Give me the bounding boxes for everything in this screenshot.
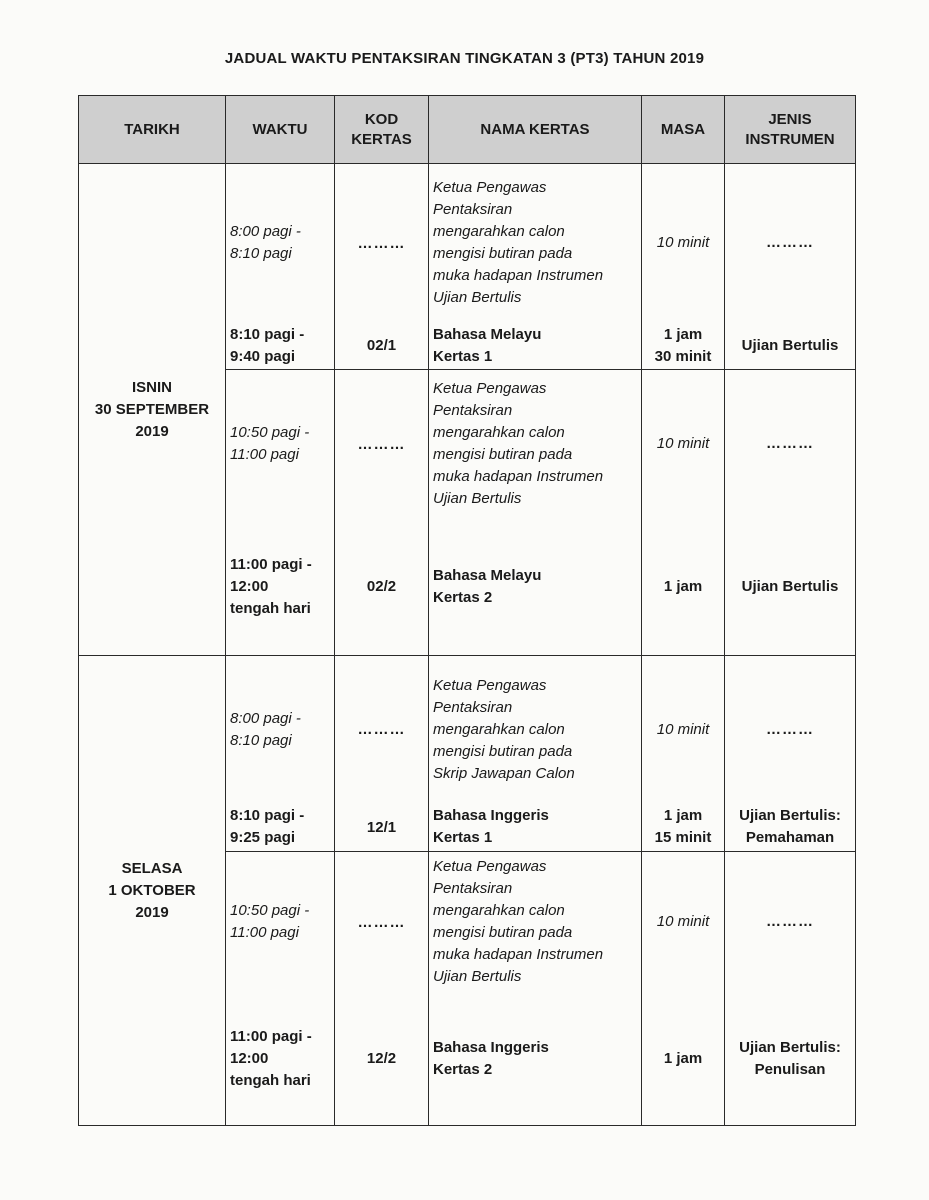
jenis-instruction	[725, 852, 855, 992]
kod-stack	[335, 852, 428, 1125]
nama-cell	[429, 164, 642, 370]
instruction-line: Ujian Bertulis	[433, 289, 522, 306]
nama-stack	[429, 370, 641, 655]
jenis-instruction-text: ………	[766, 913, 814, 930]
waktu-stack	[226, 656, 334, 851]
paper-name-line: Bahasa Inggeris	[433, 1038, 549, 1056]
jenis-exam	[725, 322, 855, 369]
time-line: 8:00 pagi -	[230, 709, 301, 727]
instruction-line: mengisi butiran pada	[433, 742, 573, 760]
exam-time-line: 9:25 pagi	[230, 829, 296, 846]
waktu-instruction-text	[230, 422, 309, 466]
waktu-cell	[226, 852, 335, 1126]
instruction-line: mengarahkan calon	[433, 424, 565, 441]
masa-stack	[642, 370, 724, 655]
kod-stack	[335, 656, 428, 851]
nama-instruction	[429, 852, 641, 992]
header-masa: MASA	[642, 96, 725, 164]
waktu-stack	[226, 852, 334, 1125]
header-jenis-line2: INSTRUMEN	[745, 130, 835, 148]
nama-instruction	[429, 370, 641, 518]
kod-cell	[335, 852, 429, 1126]
jenis-instruction	[725, 164, 855, 322]
kod-stack	[335, 164, 428, 369]
time-line: 8:00 pagi -	[230, 223, 301, 240]
header-waktu: WAKTU	[226, 96, 335, 164]
kod-instruction	[335, 852, 428, 992]
instrument-line: Ujian Bertulis:	[739, 807, 841, 824]
waktu-exam	[226, 322, 334, 369]
jenis-cell	[725, 852, 856, 1126]
nama-exam-text	[433, 805, 549, 849]
exam-time-line: 11:00 pagi -	[230, 555, 312, 573]
instruction-line: Pentaksiran	[433, 201, 513, 218]
date-cell	[79, 164, 226, 656]
exam-time-line: tengah hari	[230, 1071, 311, 1089]
kod-cell	[335, 370, 429, 656]
jenis-instruction-text: ………	[766, 720, 814, 738]
exam-time-line: 8:10 pagi -	[230, 325, 305, 343]
exam-time-line: tengah hari	[230, 599, 311, 617]
schedule-row	[79, 164, 856, 370]
kod-instruction	[335, 656, 428, 803]
instruction-line: mengisi butiran pada	[433, 446, 573, 463]
waktu-exam	[226, 518, 334, 655]
jenis-stack	[725, 656, 855, 851]
instrument-line: Ujian Bertulis:	[739, 1038, 841, 1056]
time-line: 11:00 pagi	[230, 446, 299, 463]
jenis-exam-text	[739, 805, 841, 849]
masa-exam-text	[655, 805, 712, 849]
waktu-exam-text	[230, 324, 304, 368]
paper-name-line: Bahasa Melayu	[433, 566, 542, 584]
exam-time-line: 8:10 pagi -	[230, 807, 305, 824]
masa-exam-text	[664, 1048, 702, 1070]
nama-instruction-text	[433, 856, 603, 988]
waktu-instruction	[226, 370, 334, 518]
time-line: 8:10 pagi	[230, 731, 292, 749]
masa-exam	[642, 322, 724, 369]
header-tarikh: TARIKH	[79, 96, 226, 164]
exam-schedule-table	[78, 95, 856, 1126]
jenis-stack	[725, 852, 855, 1125]
page-title: JADUAL WAKTU PENTAKSIRAN TINGKATAN 3 (PT3) TAHUN 2019	[224, 50, 705, 67]
jenis-exam	[725, 803, 855, 851]
instruction-line: Ujian Bertulis	[433, 968, 522, 985]
waktu-exam-text	[230, 1026, 312, 1092]
duration-line: 1 jam	[663, 325, 703, 343]
nama-stack	[429, 656, 641, 851]
header-row	[79, 96, 856, 164]
instruction-line: mengisi butiran pada	[433, 245, 573, 262]
waktu-cell	[226, 656, 335, 852]
paper-name-line: Kertas 2	[433, 1060, 493, 1078]
instrument-line: Ujian Bertulis	[741, 336, 839, 354]
instruction-line: muka hadapan Instrumen	[433, 267, 604, 284]
masa-instruction	[642, 370, 724, 518]
jenis-instruction	[725, 656, 855, 803]
jenis-cell	[725, 370, 856, 656]
kod-exam	[335, 322, 428, 369]
waktu-stack	[226, 370, 334, 655]
exam-time-line: 12:00	[230, 577, 269, 595]
nama-instruction	[429, 164, 641, 322]
header-jenis-instrumen	[725, 96, 856, 164]
jenis-instruction-text: ………	[766, 234, 814, 251]
instrument-line: Ujian Bertulis	[741, 577, 839, 595]
kod-instruction-text: ………	[357, 234, 406, 252]
nama-exam	[429, 322, 641, 369]
jenis-exam	[725, 518, 855, 655]
masa-instruction-text: 10 minit	[656, 234, 710, 251]
waktu-instruction-text	[230, 708, 301, 752]
instruction-line: mengisi butiran pada	[433, 924, 573, 941]
nama-stack	[429, 164, 641, 369]
instruction-line: Ketua Pengawas	[433, 858, 547, 875]
masa-instruction-text: 10 minit	[656, 435, 710, 452]
jenis-cell	[725, 656, 856, 852]
nama-cell	[429, 370, 642, 656]
header-kod-kertas	[335, 96, 429, 164]
instruction-line: muka hadapan Instrumen	[433, 468, 604, 485]
kod-cell	[335, 656, 429, 852]
instruction-line: Ujian Bertulis	[433, 490, 522, 507]
nama-cell	[429, 656, 642, 852]
masa-exam-text	[655, 324, 712, 368]
instrument-line: Penulisan	[754, 1060, 826, 1078]
date-line: 2019	[135, 903, 169, 921]
nama-instruction-text	[433, 378, 603, 510]
duration-line: 1 jam	[663, 807, 703, 824]
header-kod-line1: KOD	[364, 110, 399, 128]
kod-instruction	[335, 370, 428, 518]
nama-exam-text	[433, 324, 541, 368]
jenis-exam-text	[739, 1037, 841, 1081]
waktu-instruction	[226, 852, 334, 992]
waktu-exam-text	[230, 805, 304, 849]
nama-cell	[429, 852, 642, 1126]
kod-exam	[335, 803, 428, 851]
masa-cell	[642, 656, 725, 852]
masa-exam	[642, 518, 724, 655]
waktu-exam	[226, 992, 334, 1125]
time-line: 8:10 pagi	[230, 245, 292, 262]
masa-cell	[642, 164, 725, 370]
jenis-instruction-text: ………	[766, 435, 814, 452]
jenis-stack	[725, 164, 855, 369]
instruction-line: mengarahkan calon	[433, 223, 565, 240]
instrument-line: Pemahaman	[745, 829, 835, 846]
date-line: 30 SEPTEMBER	[94, 400, 210, 418]
kod-instruction-text: ………	[357, 721, 406, 738]
exam-time-line: 9:40 pagi	[230, 347, 296, 365]
masa-cell	[642, 852, 725, 1126]
kod-exam-text: 02/2	[366, 578, 397, 595]
jenis-exam-text	[742, 576, 839, 598]
time-line: 10:50 pagi -	[230, 424, 310, 441]
instruction-line: Ketua Pengawas	[433, 179, 547, 196]
waktu-stack	[226, 164, 334, 369]
kod-exam-text: 12/1	[366, 818, 397, 836]
waktu-exam-text	[230, 554, 312, 620]
nama-exam-text	[433, 565, 541, 609]
masa-instruction	[642, 164, 724, 322]
masa-exam	[642, 803, 724, 851]
paper-name-line: Kertas 1	[433, 829, 493, 846]
kod-instruction-text: ………	[357, 913, 406, 931]
kod-exam	[335, 992, 428, 1125]
nama-instruction-text	[433, 177, 603, 309]
kod-exam	[335, 518, 428, 655]
paper-name-line: Bahasa Melayu	[433, 325, 542, 343]
duration-line: 30 minit	[654, 347, 712, 365]
kod-exam-text: 12/2	[366, 1050, 397, 1067]
time-line: 11:00 pagi	[230, 924, 299, 941]
masa-exam-text	[664, 576, 702, 598]
date-line: SELASA	[121, 859, 183, 877]
date-cell	[79, 656, 226, 1126]
waktu-instruction	[226, 164, 334, 322]
kod-instruction-text: ………	[357, 435, 406, 453]
kod-exam-text: 02/1	[366, 337, 397, 354]
nama-instruction	[429, 656, 641, 803]
instruction-line: Pentaksiran	[433, 880, 513, 897]
instruction-line: Ketua Pengawas	[433, 676, 547, 694]
instruction-line: mengarahkan calon	[433, 902, 565, 919]
duration-line: 15 minit	[654, 829, 712, 846]
date-line: ISNIN	[131, 378, 172, 396]
masa-instruction-text: 10 minit	[656, 913, 710, 930]
jenis-exam	[725, 992, 855, 1125]
instruction-line: Pentaksiran	[433, 698, 513, 716]
waktu-instruction-text	[230, 900, 309, 944]
instruction-line: muka hadapan Instrumen	[433, 946, 604, 963]
exam-time-line: 11:00 pagi -	[230, 1027, 312, 1045]
masa-instruction	[642, 852, 724, 992]
waktu-instruction	[226, 656, 334, 803]
jenis-instruction	[725, 370, 855, 518]
nama-instruction-text	[433, 675, 575, 785]
kod-stack	[335, 370, 428, 655]
paper-name-line: Kertas 1	[433, 347, 493, 365]
jenis-exam-text	[742, 335, 839, 357]
exam-time-line: 12:00	[230, 1049, 269, 1067]
header-kod-line2: KERTAS	[351, 130, 412, 148]
duration-line: 1 jam	[663, 1049, 703, 1067]
jenis-stack	[725, 370, 855, 655]
header-nama-kertas: NAMA KERTAS	[429, 96, 642, 164]
nama-exam	[429, 518, 641, 655]
masa-instruction	[642, 656, 724, 803]
nama-stack	[429, 852, 641, 1125]
waktu-cell	[226, 164, 335, 370]
instruction-line: mengarahkan calon	[433, 720, 565, 738]
nama-exam-text	[433, 1037, 549, 1081]
kod-cell	[335, 164, 429, 370]
header-jenis-line1: JENIS	[768, 110, 812, 128]
masa-stack	[642, 656, 724, 851]
paper-name-line: Kertas 2	[433, 588, 493, 606]
masa-stack	[642, 164, 724, 369]
waktu-instruction-text	[230, 221, 301, 265]
masa-cell	[642, 370, 725, 656]
nama-exam	[429, 992, 641, 1125]
masa-instruction-text: 10 minit	[656, 720, 710, 738]
date-line: 2019	[135, 422, 169, 440]
instruction-line: Pentaksiran	[433, 402, 513, 419]
time-line: 10:50 pagi -	[230, 902, 310, 919]
kod-instruction	[335, 164, 428, 322]
nama-exam	[429, 803, 641, 851]
instruction-line: Ketua Pengawas	[433, 380, 547, 397]
schedule-row	[79, 656, 856, 852]
instruction-line: Skrip Jawapan Calon	[433, 764, 575, 782]
waktu-cell	[226, 370, 335, 656]
paper-name-line: Bahasa Inggeris	[433, 807, 549, 824]
date-line: 1 OKTOBER	[108, 881, 196, 899]
duration-line: 1 jam	[663, 577, 703, 595]
jenis-cell	[725, 164, 856, 370]
waktu-exam	[226, 803, 334, 851]
masa-exam	[642, 992, 724, 1125]
masa-stack	[642, 852, 724, 1125]
